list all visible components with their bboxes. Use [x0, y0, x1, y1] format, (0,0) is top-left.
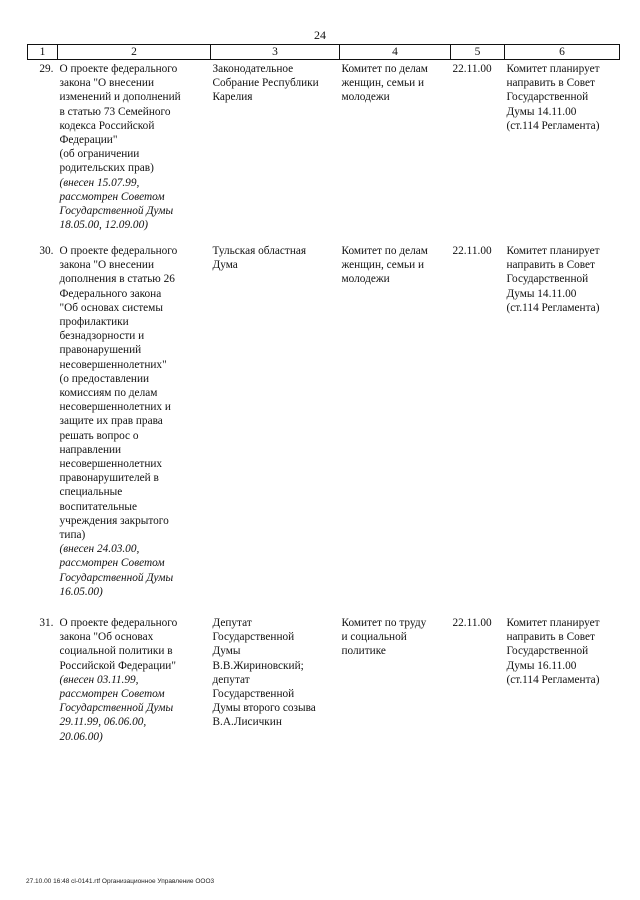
- bill-title-line: родительских прав): [59, 162, 154, 175]
- bill-title-line: закона "О внесении: [59, 77, 154, 90]
- plan-line: Думы 16.11.00: [506, 659, 577, 672]
- column-header-5: 5: [451, 45, 505, 60]
- author-line: Тульская областная: [212, 245, 307, 257]
- committee-line: политике: [341, 645, 386, 658]
- column-header-6: 6: [505, 45, 620, 60]
- bill-title-line: комиссиям по делам: [59, 387, 158, 400]
- table-row: [28, 614, 620, 766]
- bill-author: [211, 614, 340, 766]
- bill-title-line: (об ограничении: [59, 148, 140, 161]
- bill-note-line: рассмотрен Советом: [59, 557, 165, 570]
- bill-title-line: профилактики: [59, 316, 129, 329]
- plan-line: Государственной: [506, 645, 589, 658]
- author-line: Государственной: [212, 631, 295, 644]
- bill-title-line: закона "Об основах: [59, 631, 154, 644]
- bills-table: [27, 44, 620, 766]
- page-number: 24: [314, 28, 326, 42]
- plan-line: Комитет планирует: [506, 245, 600, 257]
- author-line: Собрание Республики: [212, 77, 319, 90]
- bill-title-line: учреждения закрытого: [59, 514, 169, 527]
- bill-title-line: решать вопрос о: [59, 429, 139, 442]
- bill-note-line: Государственной Думы: [59, 571, 174, 584]
- column-header-3: 3: [211, 45, 340, 60]
- bill-title-line: кодекса Российской: [59, 119, 155, 132]
- bill-note-line: 16.05.00): [59, 585, 103, 598]
- bill-note-line: 29.11.99, 06.06.00,: [59, 716, 147, 729]
- column-header-1: 1: [28, 45, 58, 60]
- plan-line: Думы 14.11.00: [506, 287, 577, 300]
- plan-line: направить в Совет: [506, 77, 595, 90]
- bill-title-line: защите их прав права: [59, 415, 163, 428]
- review-date: 22.11.00: [452, 245, 492, 257]
- review-date: 22.11.00: [452, 617, 492, 629]
- bill-title-line: несовершеннолетних и: [59, 401, 171, 414]
- plan-line: Государственной: [506, 273, 589, 286]
- bill-title-line: закона "О внесении: [59, 259, 154, 272]
- committee-plan: [505, 614, 620, 766]
- table-row: [28, 60, 620, 243]
- bill-title-line: дополнения в статью 26: [59, 273, 175, 286]
- bill-title-line: О проекте федерального: [59, 617, 178, 629]
- bill-title-line: Российской Федерации": [59, 659, 176, 672]
- bill-title-line: типа): [59, 529, 86, 542]
- author-line: Думы второго созыва: [212, 702, 316, 715]
- column-header-4: 4: [340, 45, 451, 60]
- author-line: Карелия: [212, 91, 253, 104]
- bill-title-line: Федерации": [59, 134, 118, 147]
- author-line: Законодательное: [212, 63, 294, 75]
- bill-title-line: Федерального закона: [59, 287, 162, 300]
- committee-line: Комитет по труду: [341, 617, 427, 629]
- bill-title-line: изменений и дополнений: [59, 91, 181, 104]
- bill-description: [58, 614, 211, 766]
- bill-note-line: 20.06.00): [59, 730, 103, 743]
- bill-title-line: социальной политики в: [59, 645, 173, 658]
- bill-note-line: рассмотрен Советом: [59, 190, 165, 203]
- bill-title-line: правонарушителей в: [59, 472, 159, 485]
- bill-title-line: специальные: [59, 486, 123, 499]
- row-number: 29.: [39, 63, 54, 75]
- responsible-committee: [340, 242, 451, 614]
- bill-title-line: направлении: [59, 443, 122, 456]
- committee-line: молодежи: [341, 91, 390, 104]
- author-line: Дума: [212, 259, 238, 272]
- row-number: 30.: [39, 245, 54, 257]
- bill-title-line: О проекте федерального: [59, 245, 178, 257]
- header-row: [28, 45, 620, 60]
- table-row: [28, 242, 620, 614]
- bill-title-line: (о предоставлении: [59, 372, 150, 385]
- plan-line: Комитет планирует: [506, 63, 600, 75]
- plan-line: Думы 14.11.00: [506, 105, 577, 118]
- author-line: В.В.Жириновский;: [212, 659, 304, 672]
- bill-title-line: несовершеннолетних": [59, 358, 167, 371]
- bill-description: [58, 242, 211, 614]
- committee-line: женщин, семьи и: [341, 77, 425, 90]
- author-line: В.А.Лисичкин: [212, 716, 282, 729]
- bill-author: [211, 242, 340, 614]
- author-line: Государственной: [212, 688, 295, 701]
- bill-note-line: (внесен 24.03.00,: [59, 543, 140, 556]
- bill-note-line: Государственной Думы: [59, 205, 174, 218]
- bill-title-line: в статью 73 Семейного: [59, 105, 171, 118]
- committee-line: и социальной: [341, 631, 407, 644]
- bill-title-line: "Об основах системы: [59, 301, 163, 314]
- bill-title-line: безнадзорности и: [59, 330, 145, 343]
- bill-note-line: (внесен 03.11.99,: [59, 673, 139, 686]
- responsible-committee: [340, 60, 451, 243]
- author-line: депутат: [212, 673, 250, 686]
- column-header-2: 2: [58, 45, 211, 60]
- author-line: Депутат: [212, 617, 252, 629]
- author-line: Думы: [212, 645, 241, 658]
- bill-author: [211, 60, 340, 243]
- bill-title-line: воспитательные: [59, 500, 137, 513]
- bill-note-line: 18.05.00, 12.09.00): [59, 219, 148, 232]
- review-date: 22.11.00: [452, 63, 492, 75]
- plan-line: (ст.114 Регламента): [506, 301, 600, 314]
- plan-line: направить в Совет: [506, 631, 595, 644]
- bill-title-line: несовершеннолетних: [59, 458, 163, 471]
- footer-stamp: 27.10.00 16:48 cl-0141.rtf Организационное Управление ООО3: [26, 878, 215, 885]
- plan-line: (ст.114 Регламента): [506, 673, 600, 686]
- bill-note-line: рассмотрен Советом: [59, 688, 165, 701]
- bill-title-line: О проекте федерального: [59, 63, 178, 75]
- bill-note-line: (внесен 15.07.99,: [59, 176, 140, 189]
- committee-line: женщин, семьи и: [341, 259, 425, 272]
- committee-line: молодежи: [341, 273, 390, 286]
- plan-line: Комитет планирует: [506, 617, 600, 629]
- committee-line: Комитет по делам: [341, 63, 428, 75]
- plan-line: направить в Совет: [506, 259, 595, 272]
- plan-line: (ст.114 Регламента): [506, 119, 600, 132]
- committee-plan: [505, 242, 620, 614]
- responsible-committee: [340, 614, 451, 766]
- bill-note-line: Государственной Думы: [59, 702, 174, 715]
- bill-title-line: правонарушений: [59, 344, 142, 357]
- bill-description: [58, 60, 211, 243]
- committee-plan: [505, 60, 620, 243]
- plan-line: Государственной: [506, 91, 589, 104]
- committee-line: Комитет по делам: [341, 245, 428, 257]
- row-number: 31.: [39, 617, 54, 629]
